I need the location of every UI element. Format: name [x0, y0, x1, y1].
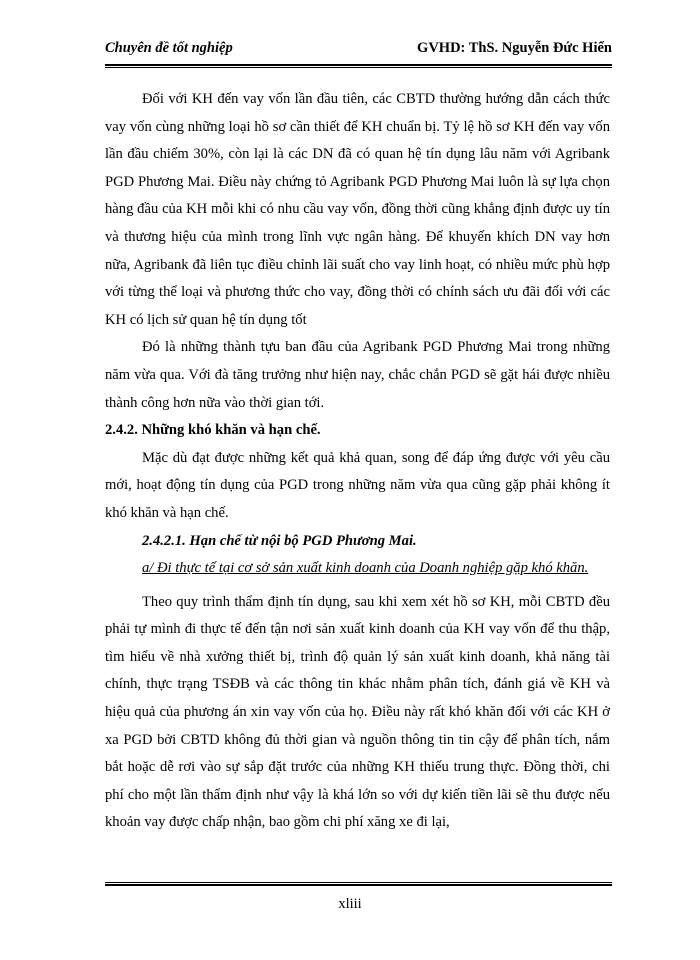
footer-divider [105, 882, 612, 886]
header-supervisor: GVHD: ThS. Nguyễn Đức Hiển [417, 40, 612, 56]
paragraph: Theo quy trình thẩm định tín dụng, sau khi xem xét hồ sơ KH, mỗi CBTD đều phải tự mình đi thực tế đến tận nơi sản xuất kinh doanh của KH vay vốn để thu thập, tìm hiểu về nhà xưởng thiết bị, trình độ quản lý sản xuất kinh doanh, khả năng tài chính, thực trạng TSĐB và các thông tin khác nhằm phân tích, đánh giá về KH và hiệu quả của phương án xin vay vốn của họ. Điều này rất khó khăn đối với các KH ở xa PGD bởi CBTD không đủ thời gian và nguồn thông tin tin cậy để phân tích, nắm bắt hoặc dễ rơi vào sự sắp đặt trước của những KH thiếu trung thực. Đồng thời, chi phí cho một lần thẩm định như vậy là khá lớn so với dự kiến tiền lãi sẽ thu được nếu khoản vay được chấp nhận, bao gồm chi phí xăng xe đi lại, [105, 593, 610, 831]
page-body [105, 86, 610, 837]
paragraph: Đối với KH đến vay vốn lần đầu tiên, các CBTD thường hướng dẫn cách thức vay vốn cùng những loại hồ sơ cần thiết để KH chuẩn bị. Tỷ lệ hồ sơ KH đến vay vốn lần đầu chiếm 30%, còn lại là các DN đã có quan hệ tín dụng lâu năm với Agribank PGD Phương Mai. Điều này chứng tỏ Agribank PGD Phương Mai luôn là sự lựa chọn hàng đầu của KH mỗi khi có nhu cầu vay vốn, đồng thời cũng khẳng định được uy tín và thương hiệu của mình trong lĩnh vực ngân hàng. Để khuyến khích DN vay hơn nữa, Agribank đã liên tục điều chỉnh lãi suất cho vay linh hoạt, có nhiều mức phù hợp với từng thể loại và phương thức cho vay, đồng thời có chính sách ưu đãi đối với các KH có lịch sử quan hệ tín dụng tốt [105, 91, 610, 328]
section-heading: 2.4.2. Những khó khăn và hạn chế. [105, 422, 321, 439]
page-header [105, 40, 612, 57]
paragraph: Đó là những thành tựu ban đầu của Agribank PGD Phương Mai trong những năm vừa qua. Với đà tăng trưởng như hiện nay, chắc chắn PGD sẽ gặt hái được nhiều thành công hơn nữa vào thời gian tới. [105, 339, 610, 411]
header-divider [105, 64, 612, 68]
paragraph: Mặc dù đạt được những kết quả khả quan, song để đáp ứng được với yêu cầu mới, hoạt động tín dụng của PGD trong những năm vừa qua cũng gặp phải không ít khó khăn và hạn chế. [105, 449, 610, 521]
subsubsection-heading: a/ Đi thực tế tại cơ sở sản xuất kinh doanh của Doanh nghiệp gặp khó khăn. [142, 560, 589, 577]
header-title: Chuyên đề tốt nghiệp [105, 40, 233, 56]
subsection-heading: 2.4.2.1. Hạn chế từ nội bộ PGD Phương Mai. [142, 532, 417, 549]
page-number: xliii [338, 896, 362, 912]
